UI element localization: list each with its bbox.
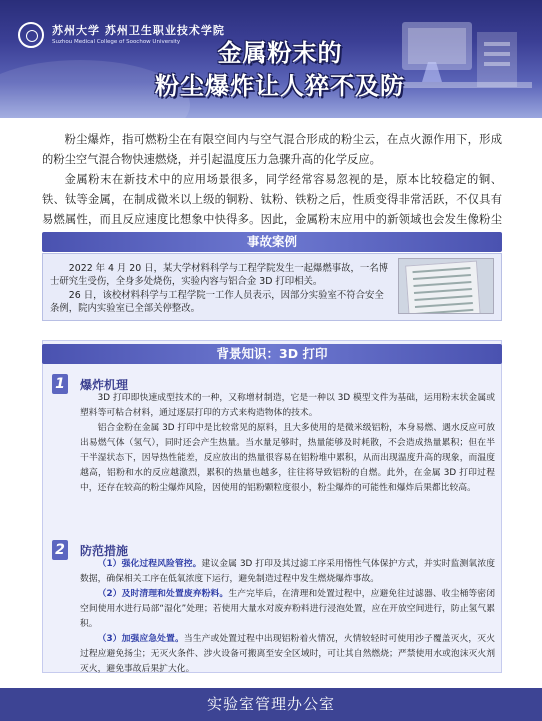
mechanism-paragraph-2: 铝合金粉在金属 3D 打印中是比较常见的原料，且大多使用的是微米级铝粉，本身易燃、遇水反应可放出易燃气体（氢气），同时还会产生热量。当水量足够时，热量能够及时耗散，不会造成热量累积；但在半干半湿状态下，因导热性能差，反应放出的热量很容易在铝粉堆中累积，从而出现温度升高的现象，而温度越高，铝粉和水的反应越激烈，累积的热量也越多，往往将导致铝粉的自燃。此外，在金属 3D 打印过程中，还存在较高的粉尘爆炸风险，因使用的铝粉颗粒度很小，粉尘爆炸的可能性和爆炸后果都比较高。 xyxy=(80,423,495,493)
poster-title-line2: 粉尘爆炸让人猝不及防 xyxy=(155,72,405,100)
measure-2-label: （2）及时清理和处置废弃粉料。 xyxy=(97,589,229,599)
accident-section-title: 事故案例 xyxy=(42,232,502,252)
measure-1-text: 建议金属 3D 打印及其过滤工序采用惰性气体保护方式，并实时监测氧浓度数据，确保相关工序在低氧浓度下运行，避免制造过程中发生燃烧爆炸事故。 xyxy=(80,559,495,584)
document-photo-icon xyxy=(405,261,481,314)
measure-3-text: 当生产或处置过程中出现铝粉着火情况，火情较轻时可使用沙子覆盖灭火，灭火过程应避免扬尘；无灭火条件、涉火设备可搬离至安全区域时，可让其自然燃烧；严禁使用水或泡沫灭火剂灭火，避免事故后果扩大化。 xyxy=(80,634,495,674)
poster-title-line1: 金属粉末的 xyxy=(217,39,343,67)
accident-paragraph-2: 26 日，该校材料科学与工程学院一工作人员表示，因部分实验室不符合安全条例，院内实验室已全部关停整改。 xyxy=(50,289,384,314)
measure-3 xyxy=(80,632,495,677)
measure-1-label: （1）强化过程风险管控。 xyxy=(97,559,202,569)
accident-text xyxy=(50,262,390,315)
intro-paragraph-2: 金属粉末在新技术中的应用场景很多，同学经常容易忽视的是，原本比较稳定的铜、铁、钛等金属，在制成微米以上级的铜粉、钛粉、铁粉之后，性质变得非常活跃，不仅具有易燃属性，而且反应速度比想象中快得多。因此，金属粉末应用中的新领域也会发生像粉尘 xyxy=(42,173,502,226)
knowledge-section-title: 背景知识：3D 打印 xyxy=(42,344,502,364)
school-name: 苏州大学 苏州卫生职业技术学院 xyxy=(52,24,225,37)
accident-photo xyxy=(398,258,494,314)
measure-2-text: 生产完毕后，在清理和处置过程中，应避免往过滤器、收尘桶等密闭空间使用水进行局部“湿化”处理；若使用大量水对废弃粉料进行浸泡处置，应在开放空间进行，防止氢气累积。 xyxy=(80,589,495,629)
mechanism-title: 爆炸机理 xyxy=(80,378,129,392)
mechanism-paragraph-1: 3D 打印即快速成型技术的一种，又称增材制造，它是一种以 3D 模型文件为基础，运用粉末状金属或塑料等可粘合材料，通过逐层打印的方式来构造物体的技术。 xyxy=(80,393,495,418)
prevention-text xyxy=(80,557,495,677)
prevention-title: 防范措施 xyxy=(80,544,129,558)
measure-3-label: （3）加强应急处置。 xyxy=(97,634,184,644)
section-number-1: 1 xyxy=(52,374,68,394)
section-number-2: 2 xyxy=(52,540,68,560)
measure-1 xyxy=(80,557,495,587)
accident-paragraph-1: 2022 年 4 月 20 日，某大学材料科学与工程学院发生一起爆燃事故，一名博士研究生受伤，全身多处烧伤，实验内容与铝合金 3D 打印相关。 xyxy=(50,263,388,288)
mechanism-text xyxy=(80,391,495,496)
header-banner xyxy=(0,0,542,118)
measure-2 xyxy=(80,587,495,632)
intro-paragraph-1: 粉尘爆炸，指可燃粉尘在有限空间内与空气混合形成的粉尘云，在点火源作用下，形成的粉尘空气混合物快速燃烧，并引起温度压力急骤升高的化学反应。 xyxy=(42,133,502,166)
school-logo-icon xyxy=(18,22,44,48)
footer-office-name: 实验室管理办公室 xyxy=(0,688,542,721)
school-name-en: Suzhou Medical College of Soochow University xyxy=(52,39,181,45)
